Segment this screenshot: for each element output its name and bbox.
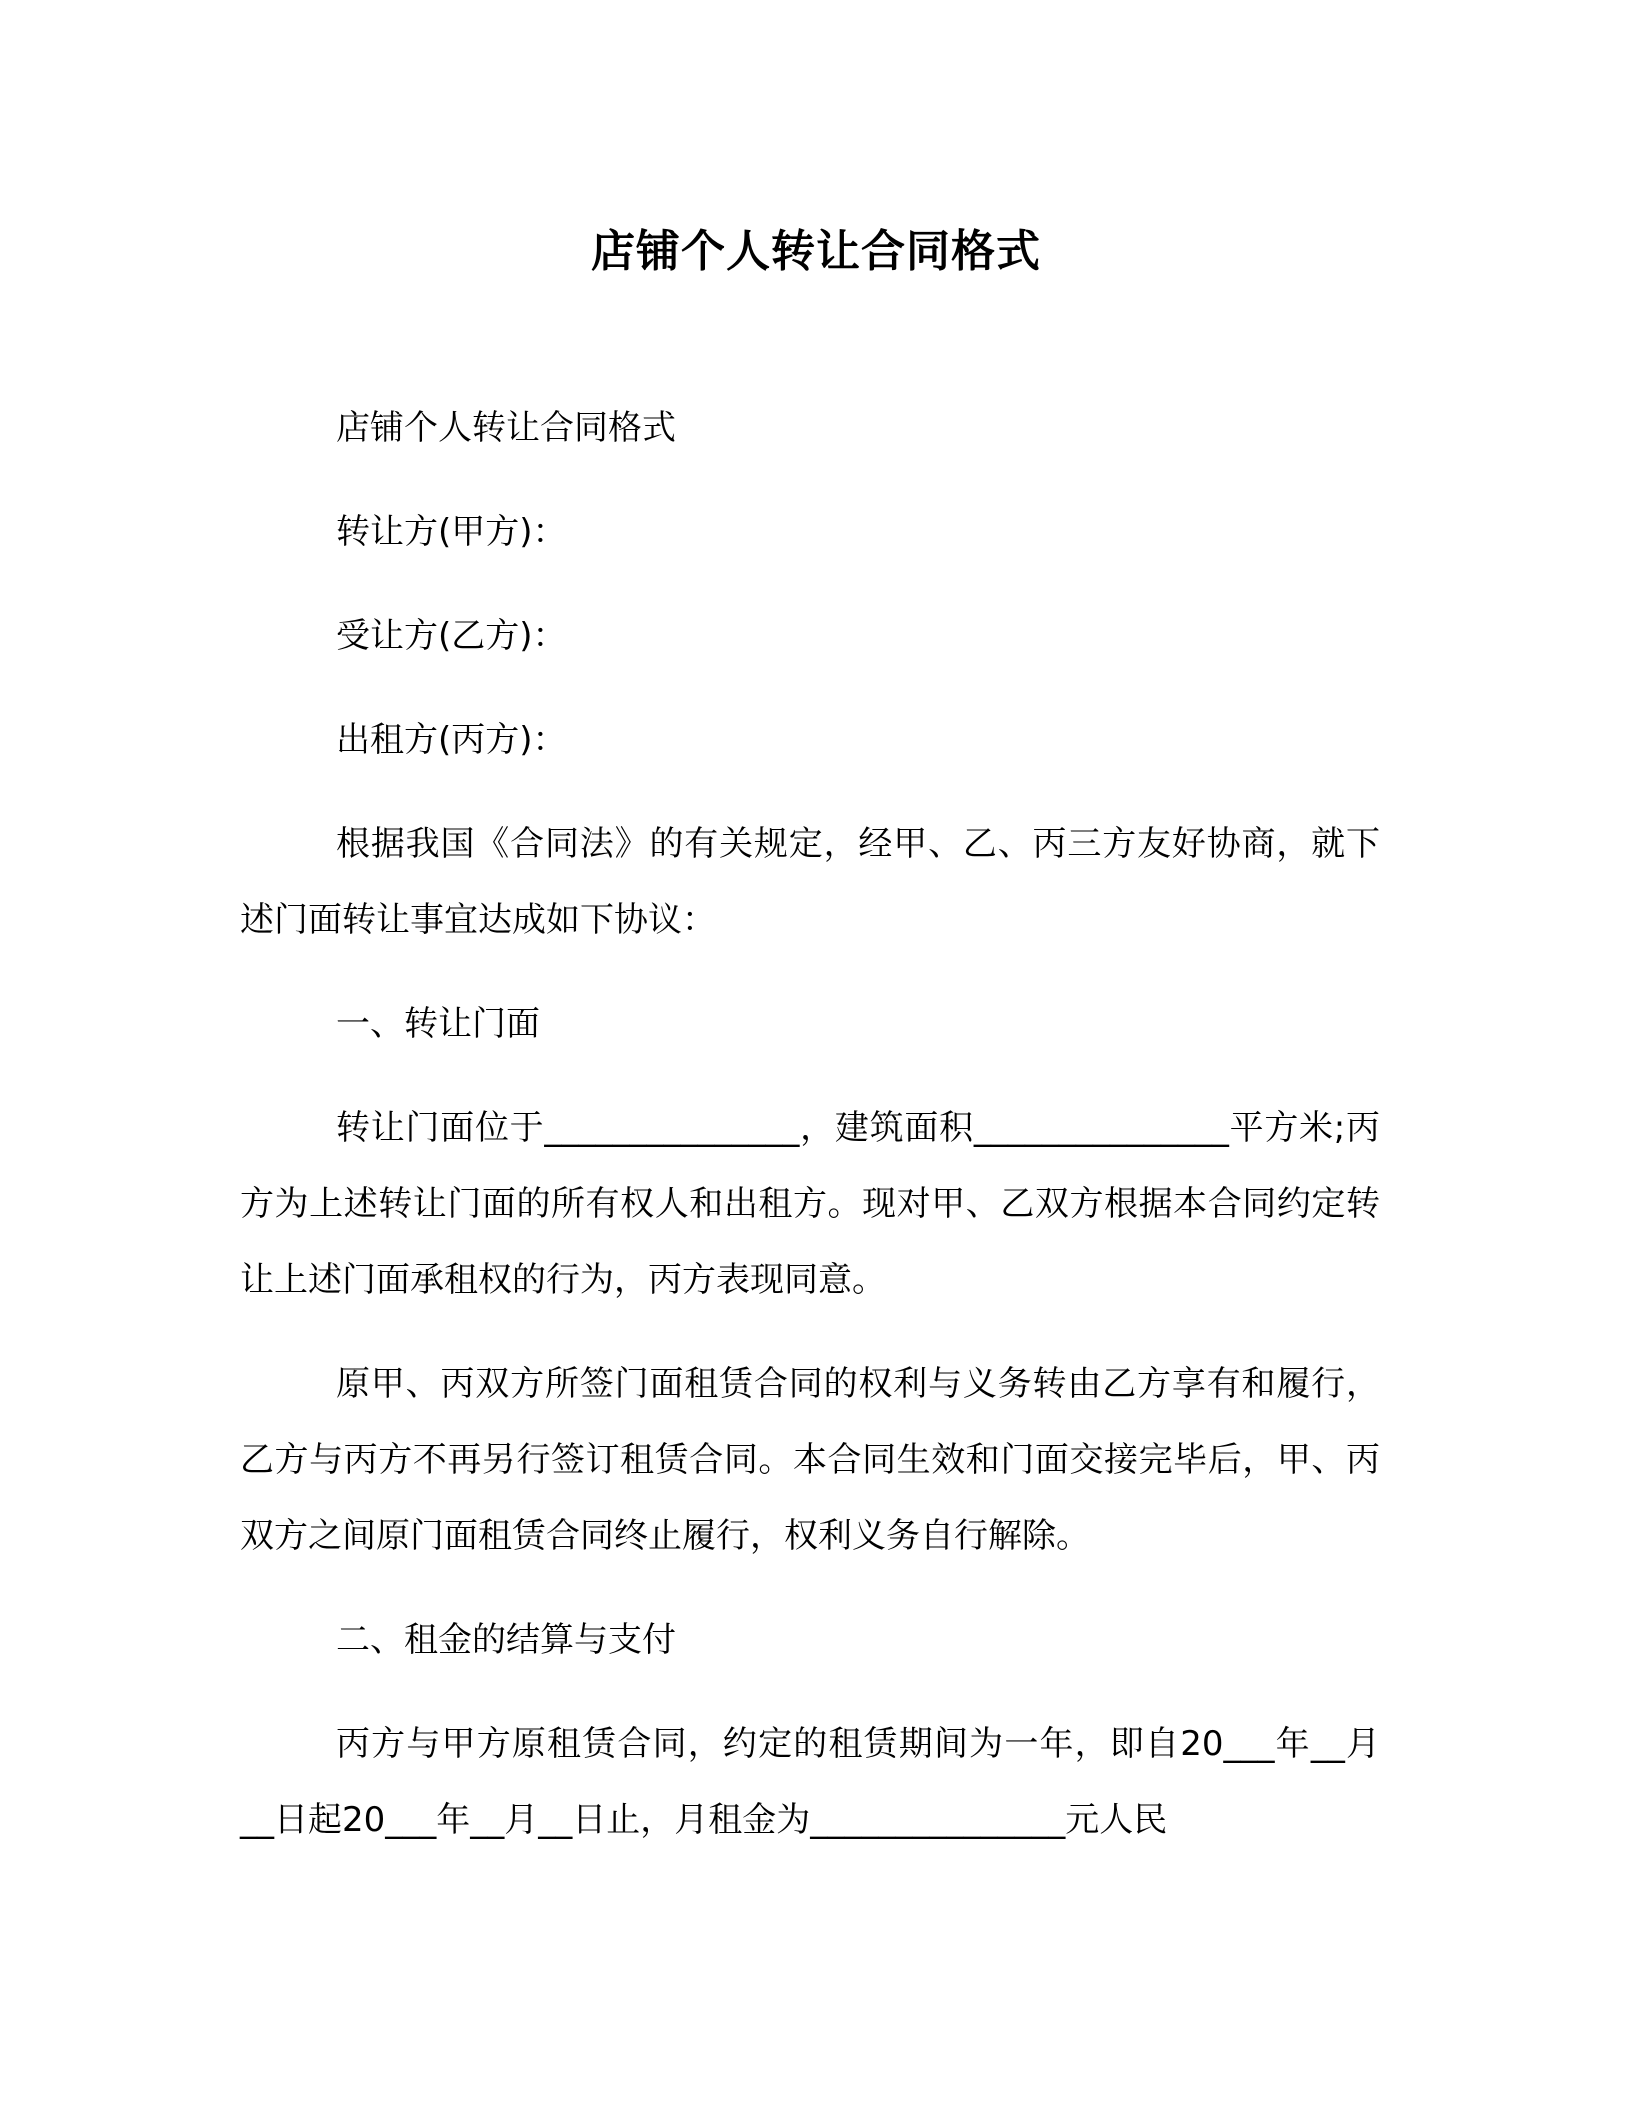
document-title: 店铺个人转让合同格式	[591, 226, 1041, 277]
paragraph-rent-terms: 丙方与甲方原租赁合同，约定的租赁期间为一年，即自20___年__月__日起20___年__月__日止，月租金为_______________元人民	[240, 1724, 1380, 1840]
paragraph-preamble: 根据我国《合同法》的有关规定，经甲、乙、丙三方友好协商，就下述门面转让事宜达成如下协议：	[240, 824, 1380, 940]
document-body	[240, 390, 1380, 1886]
paragraph-storefront-location: 转让门面位于_______________，建筑面积_______________平方米;丙方为上述转让门面的所有权人和出租方。现对甲、乙双方根据本合同约定转让上述门面承租权的行为，丙方表现同意。	[240, 1108, 1380, 1300]
paragraph-transferor: 转让方(甲方)：	[336, 512, 567, 552]
section-heading-2: 二、租金的结算与支付	[336, 1620, 676, 1660]
paragraph-rights-transfer: 原甲、丙双方所签门面租赁合同的权利与义务转由乙方享有和履行，乙方与丙方不再另行签订租赁合同。本合同生效和门面交接完毕后，甲、丙双方之间原门面租赁合同终止履行，权利义务自行解除。	[240, 1364, 1380, 1556]
paragraph-heading-repeat: 店铺个人转让合同格式	[336, 408, 676, 448]
paragraph-transferee: 受让方(乙方)：	[336, 616, 567, 656]
section-heading-1: 一、转让门面	[336, 1004, 540, 1044]
paragraph-lessor: 出租方(丙方)：	[336, 720, 567, 760]
